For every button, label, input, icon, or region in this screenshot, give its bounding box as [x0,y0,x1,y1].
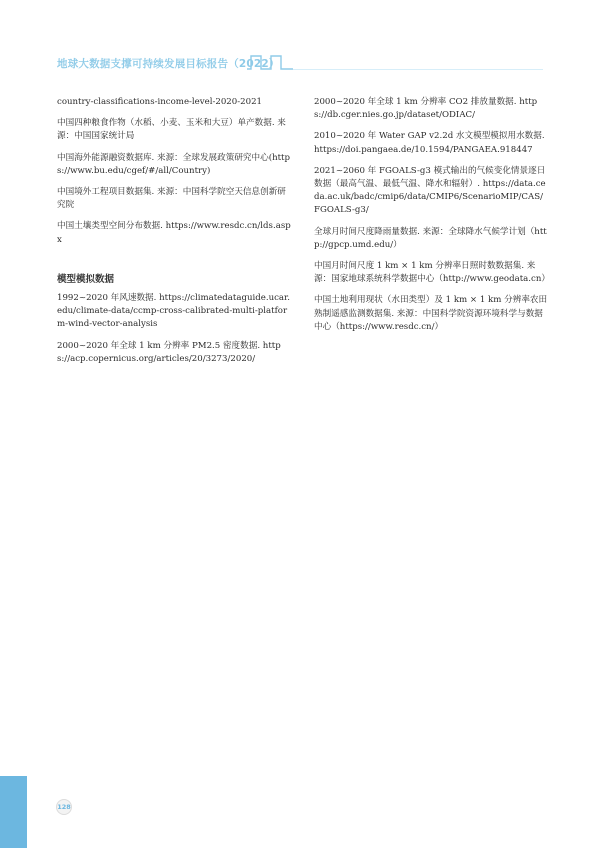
reference-item: 2000~2020 年全球 1 km 分辨率 PM2.5 密度数据. https://acp.copernicus.org/articles/20/3273/2020/ [57,340,281,364]
section-heading-model-data: 模型模拟数据 [57,273,115,285]
reference-item: 中国月时间尺度 1 km × 1 km 分辨率日照时数数据集. 来源：国家地球系统科学数据中心（http://www.geodata.cn） [314,261,550,285]
page-side-tab [0,776,27,848]
reference-item: 中国土地利用现状（水田类型）及 1 km × 1 km 分辨率农田熟制遥感监测数据集. 来源：中国科学院资源环境科学与数据中心（https://www.resdc.cn/） [314,295,548,332]
reference-item: 中国四种粮食作物（水稻、小麦、玉米和大豆）单产数据. 来源：中国国家统计局 [57,118,286,142]
page-number-badge: 128 [56,799,72,815]
reference-item: 2010~2020 年 Water GAP v2.2d 水文模型模拟用水数据. https://doi.pangaea.de/10.1594/PANGAEA.918447 [314,131,545,155]
reference-item: 中国海外能源融资数据库. 来源：全球发展政策研究中心(https://www.bu.edu/cgef/#/all/Country) [57,152,291,176]
reference-item: 中国境外工程项目数据集. 来源：中国科学院空天信息创新研究院 [57,187,286,211]
header-rule [293,69,543,70]
header-step-decoration [247,53,293,71]
reference-item: 1992~2020 年风速数据. https://climatedataguide.ucar.edu/climate-data/ccmp-cross-calibrated-multi-platform-wind-vector-analysis [57,293,290,330]
reference-item: 全球月时间尺度降雨量数据. 来源：全球降水气候学计划（http://gpcp.umd.edu/） [314,226,547,250]
reference-item: 2000~2020 年全球 1 km 分辨率 CO2 排放量数据. https://db.cger.nies.go.jp/dataset/ODIAC/ [314,97,538,121]
report-header-title: 地球大数据支撑可持续发展目标报告（2022） [57,58,280,70]
reference-item: country-classifications-income-level-2020-2021 [57,97,263,107]
reference-item: 中国土壤类型空间分布数据. https://www.resdc.cn/lds.aspx [57,221,291,245]
reference-item: 2021~2060 年 FGOALS-g3 模式输出的气候变化情景逐日数据（最高气温、最低气温、降水和辐射）. https://data.ceda.ac.uk/badc/cmip6/data/CMIP6/ScenarioMIP/CAS/FGOALS-g3/ [314,165,546,216]
right-column [314,96,548,342]
left-column [57,96,291,374]
